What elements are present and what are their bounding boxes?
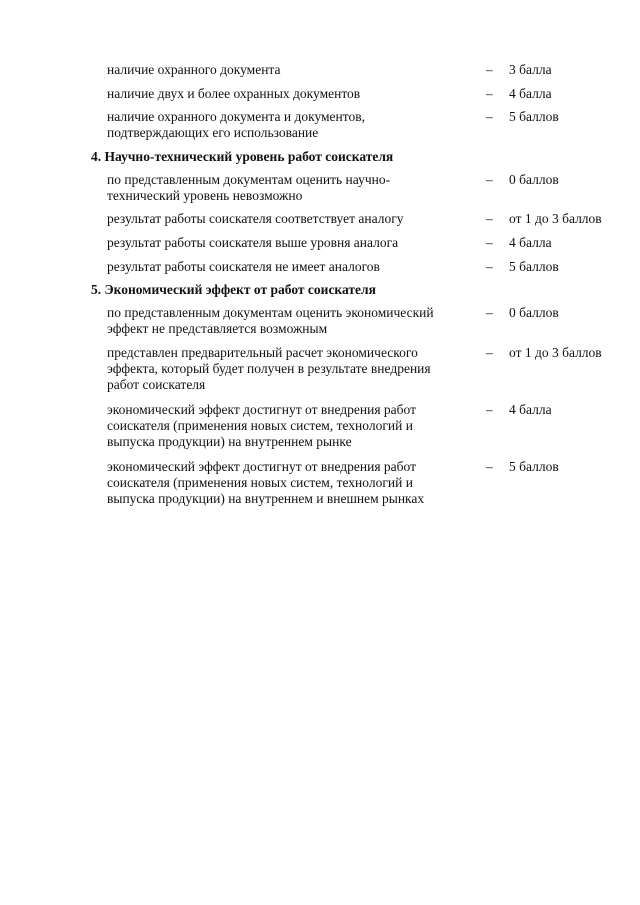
dash-separator: – (486, 62, 493, 77)
dash-separator: – (486, 211, 493, 226)
dash-separator: – (486, 172, 493, 187)
criterion-text: результат работы соискателя соответствует аналогу (107, 211, 404, 226)
criterion-text: результат работы соискателя выше уровня аналога (107, 235, 399, 250)
score-value: 0 баллов (509, 305, 559, 320)
score-value: от 1 до 3 баллов (509, 345, 602, 360)
section-heading: 5. Экономический эффект от работ соискателя (91, 282, 376, 297)
dash-separator: – (486, 259, 493, 274)
criterion-text: по представленным документам оценить научно- технический уровень невозможно (107, 172, 391, 203)
dash-separator: – (486, 305, 493, 320)
dash-separator: – (486, 235, 493, 250)
dash-separator: – (486, 459, 493, 474)
criterion-text: экономический эффект достигнут от внедрения работ соискателя (применения новых систем, технологий и выпуска продукции) на внутреннем рынке (107, 402, 417, 449)
criterion-text: наличие охранного документа и документов, подтверждающих его использование (107, 109, 365, 140)
score-value: 4 балла (509, 86, 552, 101)
criterion-text: результат работы соискателя не имеет аналогов (107, 259, 380, 274)
dash-separator: – (486, 345, 493, 360)
criterion-text: наличие охранного документа (107, 62, 281, 77)
criterion-text: по представленным документам оценить экономический эффект не представляется возможным (107, 305, 434, 336)
score-value: 5 баллов (509, 459, 559, 474)
section-heading: 4. Научно-технический уровень работ соискателя (91, 149, 394, 164)
criterion-text: представлен предварительный расчет экономического эффекта, который будет получен в результате внедрения работ соискателя (107, 345, 431, 392)
score-value: 4 балла (509, 402, 552, 417)
dash-separator: – (486, 402, 493, 417)
score-value: 3 балла (509, 62, 552, 77)
score-value: 4 балла (509, 235, 552, 250)
dash-separator: – (486, 86, 493, 101)
score-value: от 1 до 3 баллов (509, 211, 602, 226)
criterion-text: наличие двух и более охранных документов (107, 86, 361, 101)
score-value: 0 баллов (509, 172, 559, 187)
dash-separator: – (486, 109, 493, 124)
criterion-text: экономический эффект достигнут от внедрения работ соискателя (применения новых систем, технологий и выпуска продукции) на внутреннем и внешнем рынках (107, 459, 425, 506)
score-value: 5 баллов (509, 109, 559, 124)
score-value: 5 баллов (509, 259, 559, 274)
